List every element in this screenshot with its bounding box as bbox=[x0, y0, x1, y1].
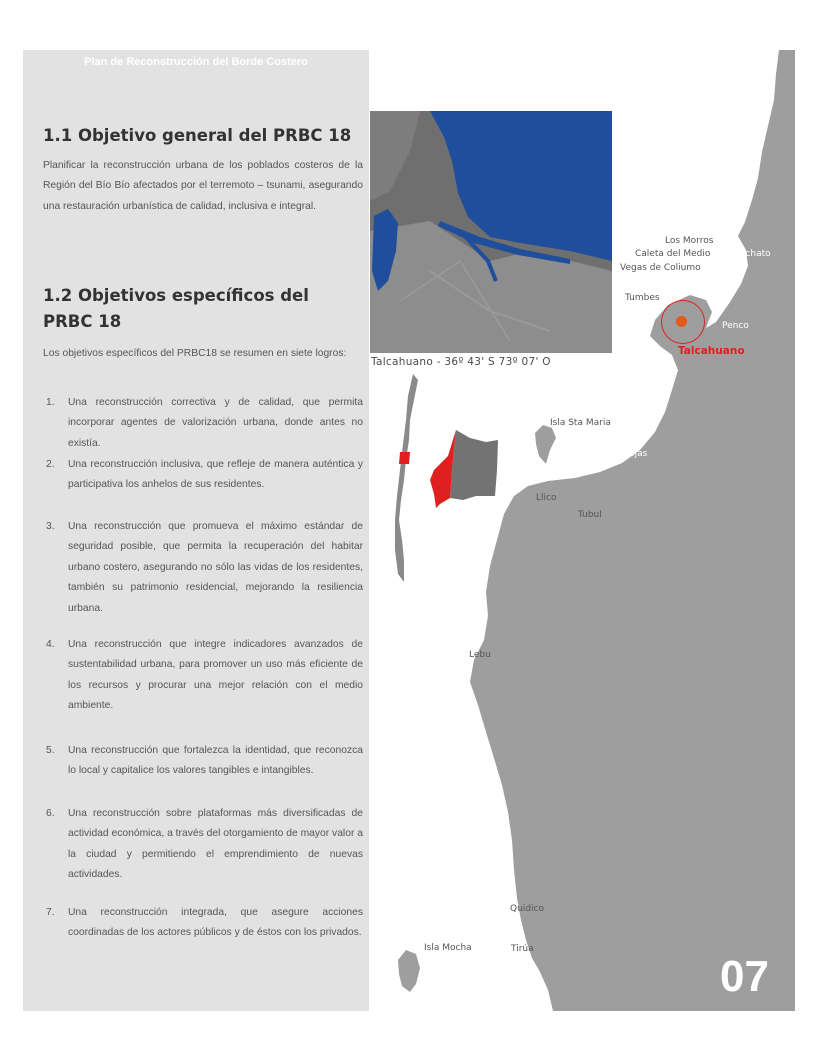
place-label: Perales bbox=[712, 195, 745, 205]
place-label: Isla Mocha bbox=[424, 943, 472, 953]
place-label: Llico bbox=[536, 493, 557, 503]
place-label-talcahuano: Talcahuano bbox=[678, 345, 745, 357]
section-1-2-intro: Los objetivos específicos del PRBC18 se resumen en siete logros: bbox=[43, 348, 347, 359]
text-panel bbox=[23, 50, 369, 1011]
section-1-1-title: 1.1 Objetivo general del PRBC 18 bbox=[43, 126, 352, 145]
document-title: Plan de Reconstrucción del Borde Costero bbox=[84, 56, 308, 68]
goal-text: Una reconstrucción sobre plataformas más diversificadas de actividad económica, a través del otorgamiento de mayor valor a la ciudad y permitiendo el emprendimiento de nuevas actividades. bbox=[68, 808, 363, 881]
goal-text: Una reconstrucción que integre indicadores avanzados de sustentabilidad urbana, para promover un uso más eficiente de los recursos y procurar una mejor relación con el medio ambiente. bbox=[68, 639, 363, 712]
place-label: Vegas de Coliumo bbox=[620, 263, 701, 273]
section-1-1-body: Planificar la reconstrucción urbana de los poblados costeros de la Región del Bío Bío afectados por el terremoto – tsunami, asegurando una restauración urbanística de calidad, inclusiva e integral. bbox=[43, 160, 363, 212]
place-label: Tirúa bbox=[511, 944, 534, 954]
aerial-photo bbox=[370, 111, 612, 353]
goal-item bbox=[46, 393, 363, 454]
aerial-caption: Talcahuano - 36º 43' S 73º 07' O bbox=[371, 356, 551, 368]
goal-item bbox=[46, 635, 363, 717]
goal-number: 7. bbox=[46, 907, 55, 918]
goal-number: 3. bbox=[46, 521, 55, 532]
goal-number: 1. bbox=[46, 397, 55, 408]
goal-item bbox=[46, 804, 363, 886]
goal-text: Una reconstrucción inclusiva, que refleje de manera auténtica y participativa los anhelos de sus residentes. bbox=[68, 459, 363, 491]
goal-text: Una reconstrucción correctiva y de calidad, que permita incorporar agentes de valorización urbana, donde antes no existía. bbox=[68, 397, 363, 449]
goal-text: Una reconstrucción que fortalezca la identidad, que reconozca lo local y capitalice los valores tangibles e intangibles. bbox=[68, 745, 363, 777]
goal-number: 2. bbox=[46, 459, 55, 470]
section-1-2-title: 1.2 Objetivos específicos del PRBC 18 bbox=[43, 286, 309, 331]
page-number: 07 bbox=[720, 952, 769, 1001]
isla-mocha bbox=[398, 950, 420, 992]
place-label: Caleta del Medio bbox=[635, 249, 711, 259]
goal-number: 6. bbox=[46, 808, 55, 819]
place-label: Tubul bbox=[578, 510, 602, 520]
aerial-photo-image bbox=[370, 111, 612, 353]
place-label: Penco bbox=[722, 321, 749, 331]
location-marker bbox=[676, 316, 687, 327]
isla-santa-maria bbox=[535, 425, 556, 464]
brand-label: PRBC18 bbox=[694, 58, 765, 77]
chile-inset-highlight bbox=[399, 452, 410, 464]
place-label: Lo Rojas bbox=[610, 449, 648, 459]
place-label: Los Morros bbox=[665, 236, 714, 246]
place-label: Tumbes bbox=[625, 293, 660, 303]
goal-text: Una reconstrucción integrada, que asegure acciones coordinadas de los actores públicos y de éstos con los privados. bbox=[68, 907, 363, 939]
region-inset bbox=[450, 430, 498, 500]
place-label: Dichato bbox=[736, 249, 771, 259]
place-label: Isla Sta Maria bbox=[550, 418, 611, 428]
goal-item bbox=[46, 903, 363, 944]
goal-item bbox=[46, 517, 363, 619]
place-label: Quidico bbox=[510, 904, 544, 914]
goal-number: 5. bbox=[46, 745, 55, 756]
goal-number: 4. bbox=[46, 639, 55, 650]
place-label: Lebu bbox=[469, 650, 491, 660]
place-label: Cocholgüe bbox=[664, 274, 712, 284]
goal-item bbox=[46, 455, 363, 496]
goal-text: Una reconstrucción que promueva el máximo estándar de seguridad posible, que permita la recuperación del habitar urbano costero, asegurando no sólo las vidas de los residentes, también su patrimonio residencial, mejorando la resiliencia urbana. bbox=[68, 521, 363, 614]
chile-inset bbox=[395, 374, 418, 582]
place-label: Cobquecura bbox=[691, 96, 746, 106]
goal-item bbox=[46, 741, 363, 782]
